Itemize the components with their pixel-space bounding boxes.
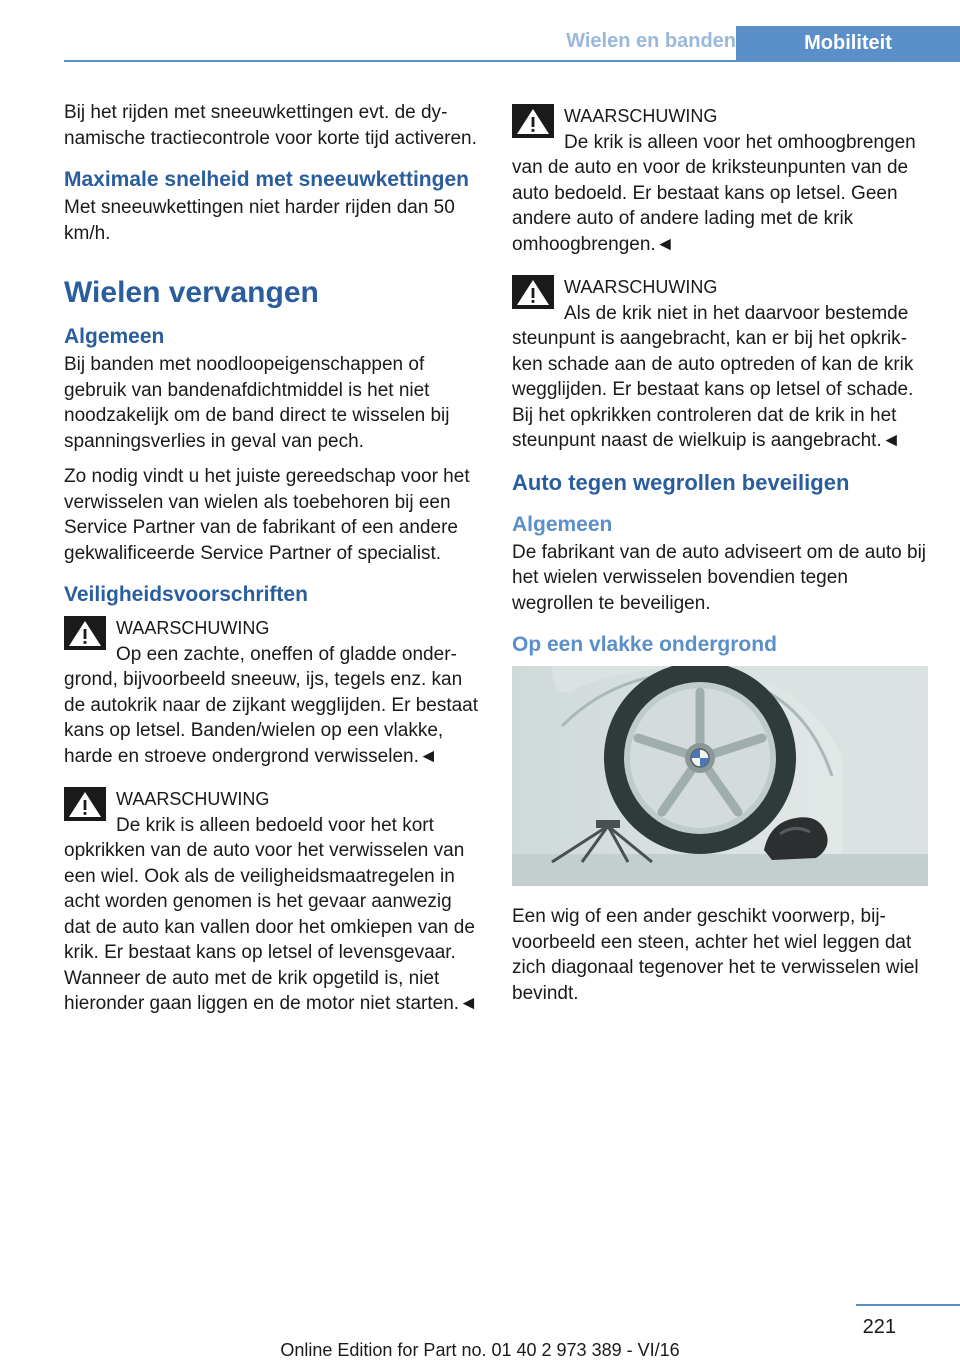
warning-title: WAARSCHUWING	[564, 277, 718, 297]
warning-title: WAARSCHUWING	[116, 618, 270, 638]
flat-ground-paragraph: Een wig of een ander geschikt voorwerp, bijvoorbeeld een steen, achter het wiel leggen dat zich diagonaal tegenover het te verwisselen wiel bevindt.	[512, 906, 919, 1004]
warning-text: De krik is alleen voor het omhoogbrengen van de auto en voor de kriksteunpunten van de auto bedoeld. Er bestaat kans op letsel. Geen andere auto of andere lading met de krik omhoogbrengen.◄	[512, 131, 916, 255]
footer-rule	[856, 1304, 960, 1306]
safety-heading: Veiligheidsvoorschriften	[64, 583, 308, 606]
header-rule	[64, 60, 960, 62]
general-paragraph-1: Bij banden met noodloopeigenschappen of gebruik van bandenafdichtmiddel is het niet noodzakelijk om de band direct te wisselen bij spanningsverlies in geval van pech.	[64, 354, 450, 452]
left-column	[64, 100, 480, 1031]
edition-footer: Online Edition for Part no. 01 40 2 973 389 - VI/16	[280, 1340, 680, 1360]
warning-text: Op een zachte, oneffen of gladde ondergrond, bijvoorbeeld sneeuw, ijs, tegels enz. kan de autokrik naar de zijkant wegglijden. Er bestaat kans op letsel. Banden/wielen op een vlakke, harde en stroeve ondergrond verwisselen.◄	[64, 643, 479, 767]
intro-paragraph: Bij het rijden met sneeuwkettingen evt. de dynamische tractiecontrole voor korte tijd activeren.	[64, 102, 477, 149]
general-paragraph-2: Zo nodig vindt u het juiste gereedschap voor het verwisselen van wielen als toebehoren bij een Service Partner van de fabrikant of een andere gekwalificeerde Service Partner of specialist.	[64, 466, 470, 564]
wheel-chock-illustration	[512, 666, 928, 886]
warning-block	[64, 612, 480, 769]
warning-text: De krik is alleen bedoeld voor het kort opkrikken van de auto voor het verwisselen van een wiel. Ook als de veiligheidsmaatregelen in acht worden genomen is het gevaar aanwezig dat de auto kan vallen door het omkiepen van de krik. Er bestaat kans op letsel of levensgevaar. Wanneer de auto met de krik opgetild is, niet hieronder gaan liggen en de motor niet starten.◄	[64, 814, 478, 1014]
section-tab[interactable]: Wielen en banden	[566, 30, 736, 52]
maxspeed-heading: Maximale snelheid met sneeuwkettingen	[64, 168, 469, 191]
warning-text: Als de krik niet in het daarvoor bestemde steunpunt is aangebracht, kan er bij het opkrikken schade aan de auto optreden of kan de krik wegglijden. Er bestaat kans op letsel of schade. Bij het opkrikken controleren dat de krik in het steunpunt naast de wielkuip is aangebracht.◄	[512, 302, 914, 451]
warning-title: WAARSCHUWING	[116, 789, 270, 809]
right-column	[512, 100, 928, 1016]
flat-ground-heading: Op een vlakke ondergrond	[512, 633, 777, 656]
warning-block	[512, 271, 928, 454]
warning-triangle-icon	[64, 787, 106, 821]
main-heading: Wielen vervangen	[64, 276, 319, 309]
chapter-tab[interactable]: Mobiliteit	[736, 26, 960, 62]
secure-general-heading: Algemeen	[512, 512, 613, 536]
warning-block	[512, 100, 928, 257]
maxspeed-paragraph: Met sneeuwkettingen niet harder rijden dan 50 km/h.	[64, 197, 455, 244]
secure-general-paragraph: De fabrikant van de auto adviseert om de auto bij het wielen verwisselen bovendien tegen wegrollen te beveiligen.	[512, 541, 927, 614]
general-heading: Algemeen	[64, 325, 165, 348]
warning-title: WAARSCHUWING	[564, 106, 718, 126]
warning-block	[64, 783, 480, 1017]
page-header	[64, 26, 960, 62]
page-number: 221	[862, 1316, 896, 1338]
secure-heading: Auto tegen wegrollen beveiligen	[512, 469, 850, 495]
warning-triangle-icon	[512, 275, 554, 309]
warning-triangle-icon	[512, 104, 554, 138]
warning-triangle-icon	[64, 616, 106, 650]
